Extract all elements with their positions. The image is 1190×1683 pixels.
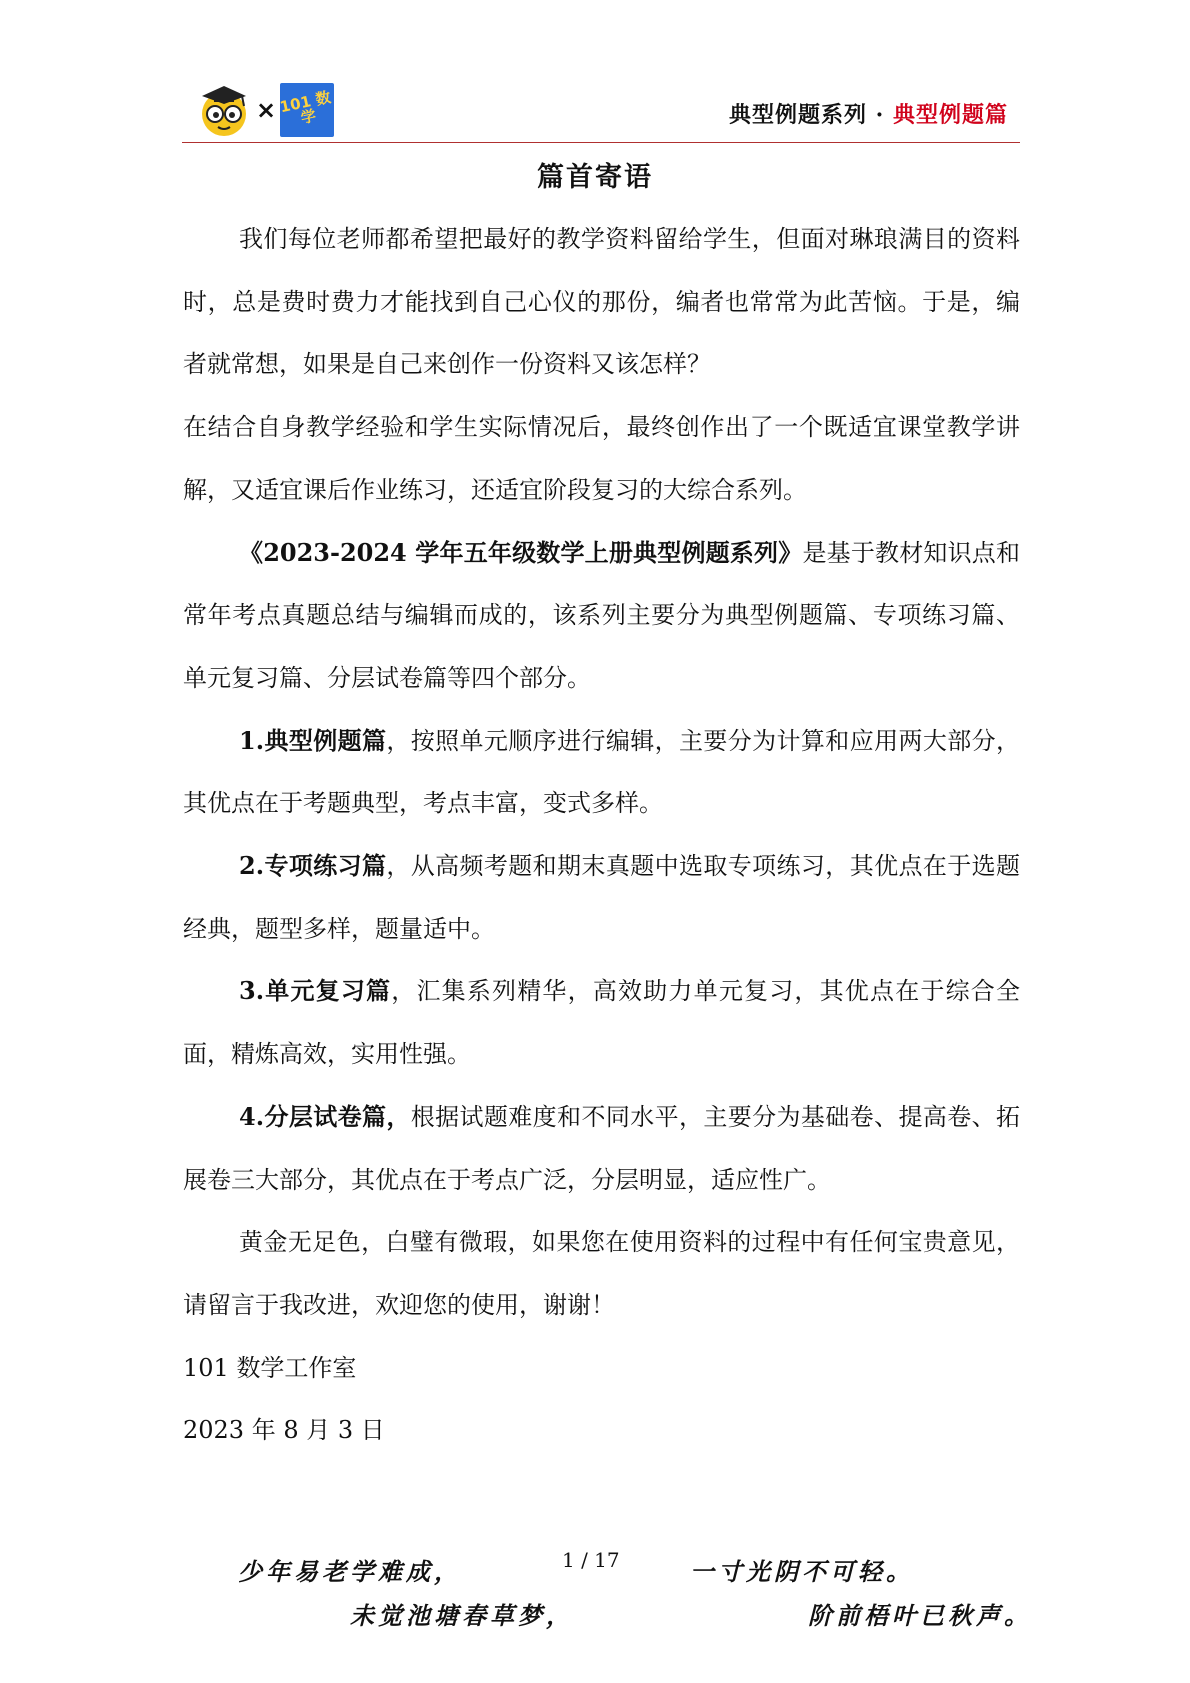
item-2 [183,835,1020,960]
page-title: 篇首寄语 [537,162,653,193]
page-header [182,80,1020,142]
item-4 [183,1086,1020,1211]
paragraph-closing: 黄金无足色，白璧有微瑕，如果您在使用资料的过程中有任何宝贵意见，请留言于我改进，欢迎您的使用，谢谢！ [183,1228,1020,1319]
series-section: 典型例题篇 [892,102,1008,128]
signature-studio: 101 数学工作室 [183,1353,357,1382]
footer-poem-line-2: 一寸光阴不可轻。 [690,1557,914,1586]
header-logos [196,82,334,138]
101-math-logo [280,83,334,137]
item-4-text: 根据试题难度和不同水平，主要分为基础卷、提高卷、拓展卷三大部分，其优点在于考点广泛，分层明显，适应性广。 [183,1102,1020,1194]
paragraph-intro: 我们每位老师都希望把最好的教学资料留给学生，但面对琳琅满目的资料时，总是费时费力才能找到自己心仪的那份，编者也常常为此苦恼。于是，编者就常想，如果是自己来创作一份资料又该怎样？ [183,225,1020,379]
page-footer [0,1540,1190,1640]
paragraph-intro-continued: 在结合自身教学经验和学生实际情况后，最终创作出了一个既适宜课堂教学讲解，又适宜课后作业练习，还适宜阶段复习的大综合系列。 [183,413,1020,504]
footer-poem-line-1: 少年易老学难成， [238,1557,462,1586]
document-body [183,208,1020,1462]
item-2-text: ，从高频考题和期末真题中选取专项练习，其优点在于选题经典，题型多样，题量适中。 [183,852,1021,943]
item-2-heading: 2.专项练习篇 [239,851,387,881]
logo-text: 101 数学 [278,88,333,128]
item-1 [183,710,1020,835]
footer-poem-line-3: 未觉池塘春草梦， [350,1601,574,1630]
owl-mascot-icon [196,82,252,138]
paragraph-series [183,522,1020,710]
footer-poem-line-4: 阶前梧叶已秋声。 [808,1601,1032,1630]
item-3-heading: 3.单元复习篇 [239,976,392,1006]
signature-date: 2023 年 8 月 3 日 [183,1416,385,1445]
series-name: 典型例题系列 · [729,102,893,128]
item-3-text: ，汇集系列精华，高效助力单元复习，其优点在于综合全面，精炼高效，实用性强。 [183,977,1020,1069]
item-1-text: ，按照单元顺序进行编辑，主要分为计算和应用两大部分，其优点在于考题典型，考点丰富，变式多样。 [183,726,1021,818]
page-number: 1 / 17 [562,1548,620,1572]
series-title [729,98,1008,129]
item-4-heading: 4.分层试卷篇， [239,1101,411,1131]
times-symbol: × [256,96,277,124]
series-description: 是基于教材知识点和常年考点真题总结与编辑而成的，该系列主要分为典型例题篇、专项练习篇、单元复习篇、分层试卷篇等四个部分。 [183,538,1020,692]
series-book-title: 《2023-2024 学年五年级数学上册典型例题系列》 [239,537,803,567]
header-divider [182,142,1020,143]
item-1-heading: 1.典型例题篇 [239,725,387,755]
item-3 [183,960,1020,1085]
